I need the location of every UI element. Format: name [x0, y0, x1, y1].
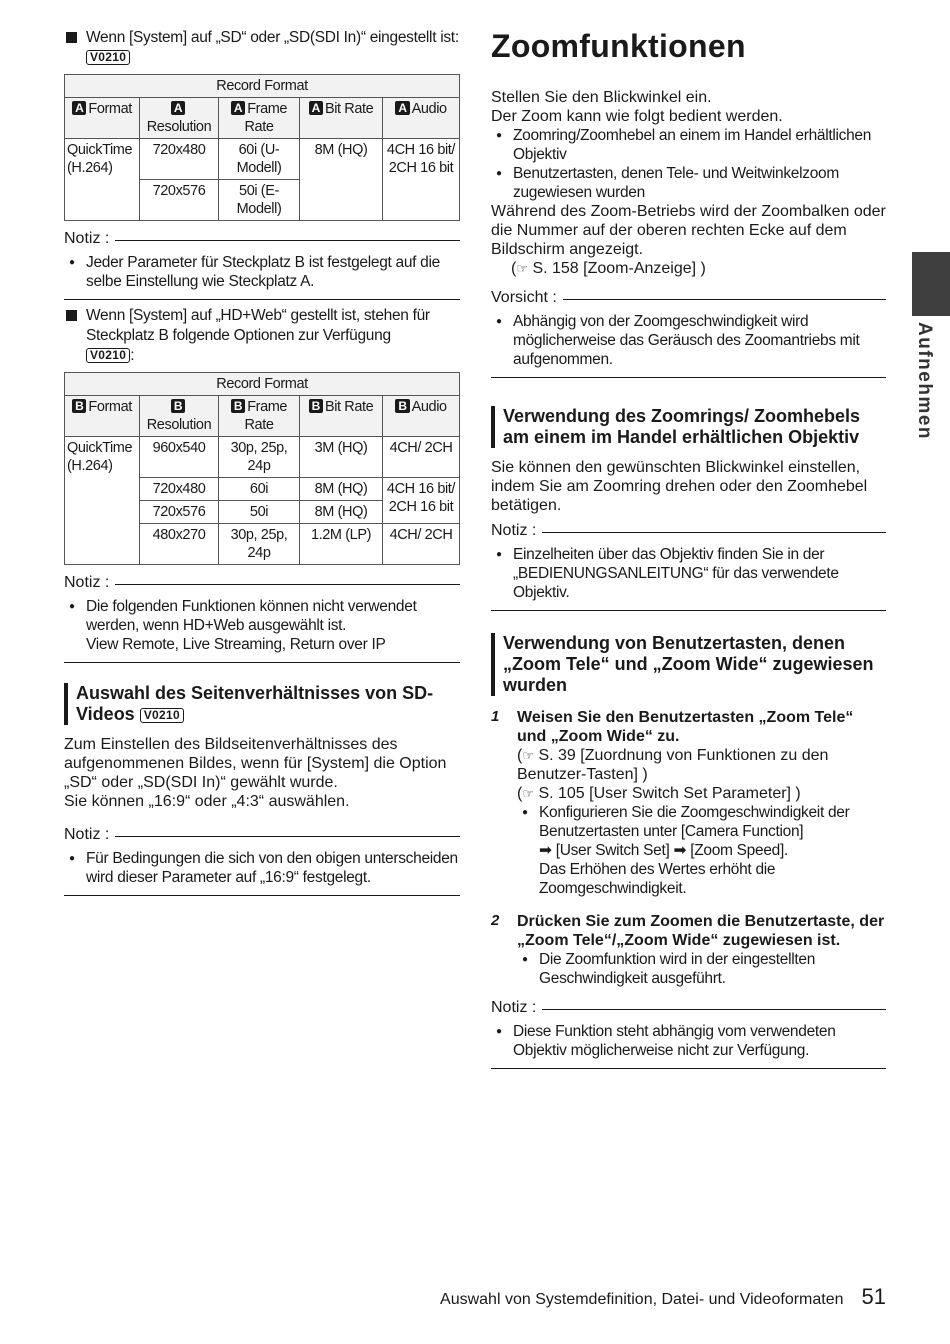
- intro-line: Der Zoom kann wie folgt bedient werden.: [491, 108, 783, 125]
- table-cell: 8M (HQ): [300, 478, 383, 501]
- table-cell: 30p, 25p, 24p: [219, 524, 300, 565]
- table-cell: 60i (U-Modell): [219, 139, 300, 180]
- vorsicht-label: Vorsicht :: [491, 288, 886, 308]
- square-bullet-icon: [66, 310, 77, 321]
- aspect-heading: Auswahl des Seitenverhältnisses von SD-Videos V0210: [64, 683, 460, 725]
- notiz-label: Notiz :: [491, 521, 886, 541]
- col-header-bit-rate: B Bit Rate: [300, 396, 383, 437]
- table-cell: 50i (E-Modell): [219, 180, 300, 221]
- table-cell: 4CH/ 2CH: [383, 524, 460, 565]
- table-cell: 30p, 25p, 24p: [219, 437, 300, 478]
- notiz-label: Notiz :: [64, 825, 460, 845]
- arrow-right-icon: ➡: [539, 842, 552, 859]
- page-reference: (☞ S. 105 [User Switch Set Parameter] ): [517, 785, 801, 802]
- intro-line: Stellen Sie den Blickwinkel ein.: [491, 89, 712, 106]
- step-bullet: ● Konfigurieren Sie die Zoomgeschwindigkeit der Benutzertasten unter [Camera Function] ➡ [User Switch Set] ➡ [Zoom Speed]. Das Erhöhen des Wertes erhöht die Zoomgeschwindigkeit.: [517, 803, 886, 898]
- col-header-resolution: B Resolution: [140, 396, 219, 437]
- table-cell: 4CH/ 2CH: [383, 437, 460, 478]
- note-aspect: ● Für Bedingungen die sich von den obigen unterscheiden wird dieser Parameter auf „16:9“ festgelegt.: [64, 849, 460, 887]
- record-format-table-b: [64, 372, 460, 565]
- hdweb-intro: Wenn [System] auf „HD+Web“ gestellt ist, stehen für Steckplatz B folgende Optionen zur Verfügung V0210 :: [64, 306, 460, 366]
- chapter-tab-marker: [912, 252, 950, 316]
- list-item: ● Benutzertasten, denen Tele- und Weitwinkelzoom zugewiesen wurden: [491, 164, 886, 202]
- step-2: 2 Drücken Sie zum Zoomen die Benutzertaste, der „Zoom Tele“/„Zoom Wide“ zugewiesen ist. ● Die Zoomfunktion wird in der eingestellten Geschwindigkeit ausgeführt.: [491, 912, 886, 988]
- table-cell: 720x480: [140, 478, 219, 501]
- table-cell: 480x270: [140, 524, 219, 565]
- reference-hand-icon: ☞: [522, 786, 534, 801]
- table-cell: 720x576: [140, 501, 219, 524]
- table-cell: 8M (HQ): [300, 501, 383, 524]
- col-header-audio: B Audio: [383, 396, 460, 437]
- table-cell: 4CH 16 bit/ 2CH 16 bit: [383, 478, 460, 524]
- table-cell: 60i: [219, 478, 300, 501]
- model-badge: V0210: [86, 50, 130, 65]
- reference-hand-icon: ☞: [522, 748, 534, 763]
- user-buttons-heading: Verwendung von Benutzertasten, denen „Zoom Tele“ und „Zoom Wide“ zugewiesen wurden: [491, 633, 886, 696]
- note-hdweb: ● Die folgenden Funktionen können nicht verwendet werden, wenn HD+Web ausgewählt ist. View Remote, Live Streaming, Return over IP: [64, 597, 460, 654]
- col-header-bit-rate: A Bit Rate: [300, 98, 383, 139]
- notiz-label: Notiz :: [64, 229, 460, 249]
- table-cell: 960x540: [140, 437, 219, 478]
- col-header-frame-rate: B Frame Rate: [219, 396, 300, 437]
- square-bullet-icon: [66, 32, 77, 43]
- table-cell: 4CH 16 bit/ 2CH 16 bit: [383, 139, 460, 221]
- table-cell: 3M (HQ): [300, 437, 383, 478]
- table-cell: 720x576: [140, 180, 219, 221]
- table-cell: 50i: [219, 501, 300, 524]
- col-header-frame-rate: A Frame Rate: [219, 98, 300, 139]
- col-header-resolution: A Resolution: [140, 98, 219, 139]
- left-column: [64, 28, 460, 896]
- aspect-options: Sie können „16:9“ oder „4:3“ auswählen.: [64, 793, 350, 810]
- table-title: Record Format: [65, 75, 460, 98]
- zoomring-paragraph: Sie können den gewünschten Blickwinkel einstellen, indem Sie am Zoomring drehen oder den Zoomhebel betätigen.: [491, 459, 868, 514]
- table-cell: 8M (HQ): [300, 139, 383, 221]
- sd-intro: Wenn [System] auf „SD“ oder „SD(SDI In)“ eingestellt ist: V0210: [64, 28, 460, 68]
- step-1: 1 Weisen Sie den Benutzertasten „Zoom Tele“ und „Zoom Wide“ zu. (☞ S. 39 [Zuordnung von Funktionen zu den Benutzer-Tasten] ) (☞ S. 105 [User Switch Set Parameter] ) ● Konfigurieren Sie die Zoomgeschwindigkeit der Benutzertasten unter [Camera Function] ➡ [User Switch Set] ➡ [Zoom Speed]. Das Erhöhen des Wertes erhöht die Zoomgeschwindigkeit.: [491, 708, 886, 898]
- model-badge: V0210: [86, 348, 130, 363]
- table-cell: 1.2M (LP): [300, 524, 383, 565]
- footer-section-title: Auswahl von Systemdefinition, Datei- und Videoformaten: [440, 1291, 844, 1308]
- note-objective: ● Einzelheiten über das Objektiv finden Sie in der „BEDIENUNGSANLEITUNG“ für das verwendete Objektiv.: [491, 545, 886, 602]
- table-cell: QuickTime (H.264): [65, 437, 140, 565]
- note-function: ● Diese Funktion steht abhängig vom verwendeten Objektiv möglicherweise nicht zur Verfügung.: [491, 1022, 886, 1060]
- zoom-paragraph: Während des Zoom-Betriebs wird der Zoombalken oder die Nummer auf der oberen rechten Ecke auf dem Bildschirm angezeigt.: [491, 203, 886, 258]
- list-item: ● Zoomring/Zoomhebel an einem im Handel erhältlichen Objektiv: [491, 126, 886, 164]
- right-column: [491, 28, 886, 1069]
- page-title: Zoomfunktionen: [491, 28, 746, 64]
- model-badge: V0210: [140, 708, 184, 723]
- caution-item: ● Abhängig von der Zoomgeschwindigkeit wird möglicherweise das Geräusch des Zoomantriebs mit aufgenommen.: [491, 312, 886, 369]
- reference-hand-icon: ☞: [516, 261, 528, 276]
- aspect-paragraph: Zum Einstellen des Bildseitenverhältnisses des aufgenommenen Bildes, wenn für [System] die Option „SD“ oder „SD(SDI In)“ gewählt wurde.: [64, 736, 447, 791]
- zoomring-heading: Verwendung des Zoomrings/ Zoomhebels am einem im Handel erhältlichen Objektiv: [491, 406, 886, 448]
- chapter-tab-label: Aufnehmen: [914, 322, 935, 440]
- notiz-label: Notiz :: [64, 573, 460, 593]
- arrow-right-icon: ➡: [673, 842, 687, 859]
- page-reference: (☞ S. 158 [Zoom-Anzeige] ): [511, 260, 706, 277]
- record-format-table-a: [64, 74, 460, 221]
- col-header-format: B Format: [65, 396, 140, 437]
- col-header-format: A Format: [65, 98, 140, 139]
- table-cell: QuickTime (H.264): [65, 139, 140, 221]
- page-reference: (☞ S. 39 [Zuordnung von Funktionen zu den Benutzer-Tasten] ): [517, 747, 829, 783]
- step-bullet: ● Die Zoomfunktion wird in der eingestellten Geschwindigkeit ausgeführt.: [517, 950, 886, 988]
- note-slot-b: ● Jeder Parameter für Steckplatz B ist festgelegt auf die selbe Einstellung wie Steckplatz A.: [64, 253, 460, 291]
- table-cell: 720x480: [140, 139, 219, 180]
- page-footer: [388, 1284, 886, 1310]
- col-header-audio: A Audio: [383, 98, 460, 139]
- page-number: 51: [861, 1284, 886, 1309]
- notiz-label: Notiz :: [491, 998, 886, 1018]
- table-title: Record Format: [65, 373, 460, 396]
